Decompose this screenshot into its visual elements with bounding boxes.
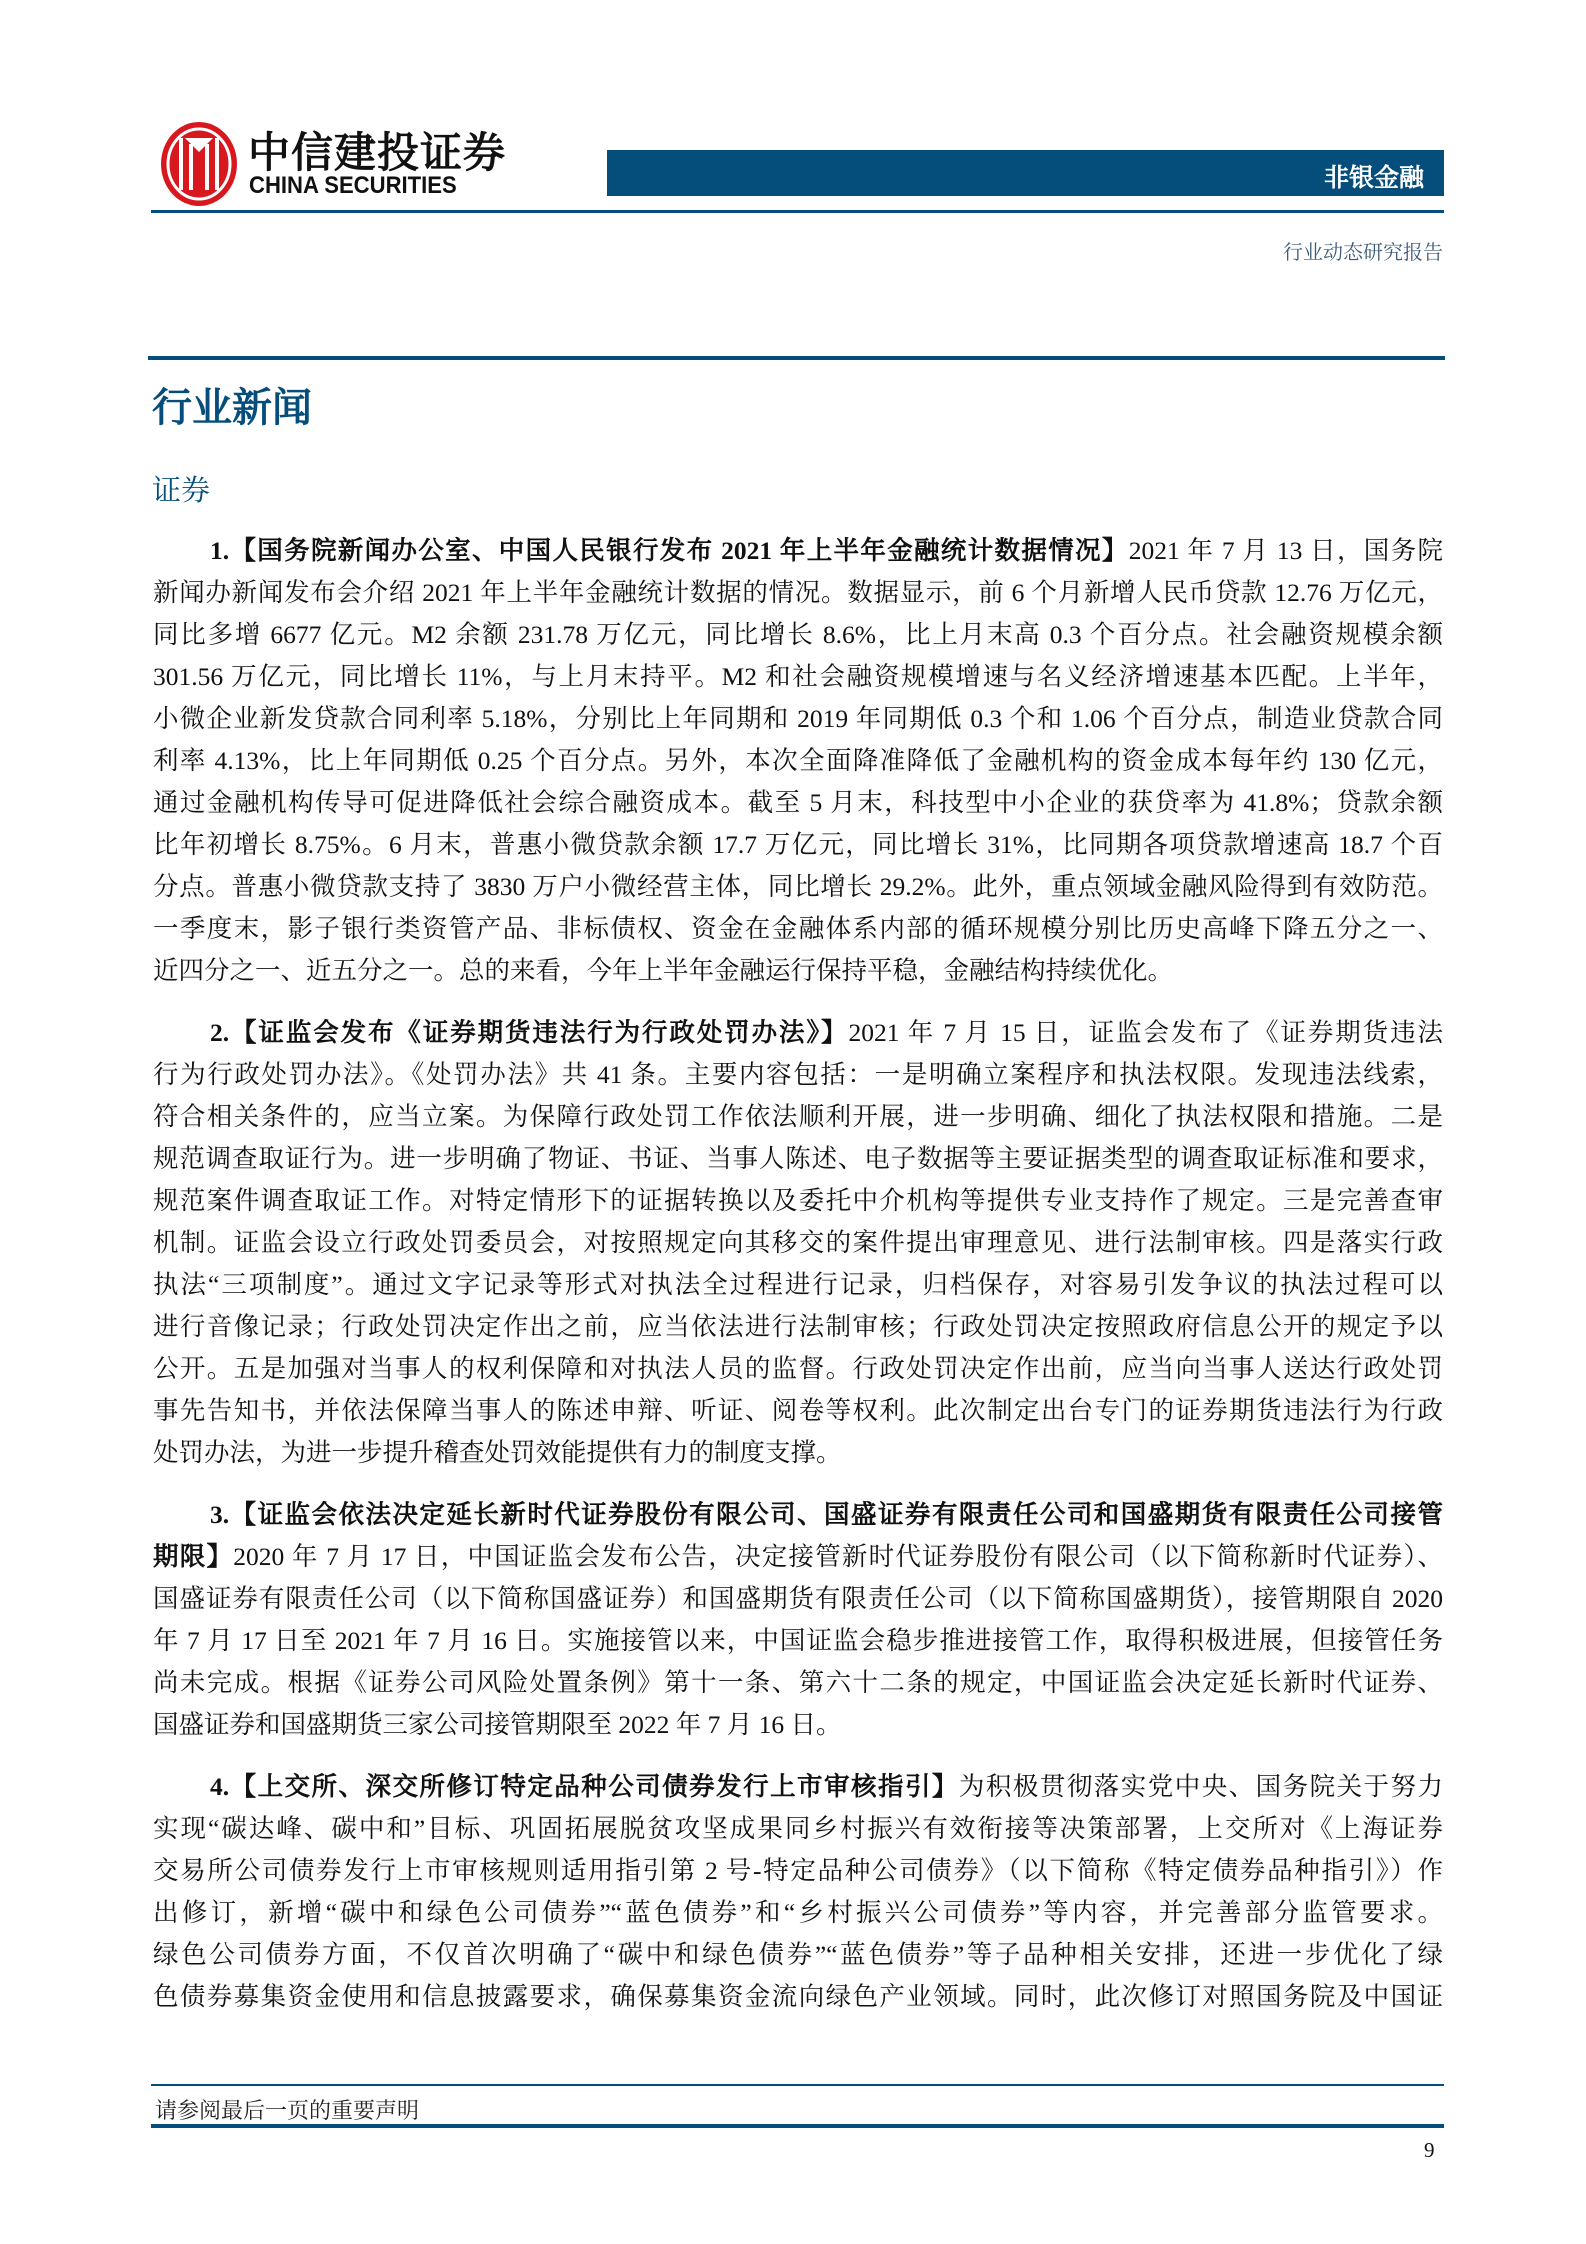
page-number: 9: [1424, 2138, 1435, 2162]
article-text: 一季度末，影子银行类资管产品、非标债权、资金在金融体系内部的循环规模分别比历史高峰下降五分之一、: [153, 914, 1443, 943]
article-line: [153, 1390, 1443, 1432]
article-text: 处罚办法，为进一步提升稽查处罚效能提供有力的制度支撑。: [153, 1438, 842, 1467]
article-line: [153, 1012, 1443, 1054]
article-text: 符合相关条件的，应当立案。为保障行政处罚工作依法顺利开展，进一步明确、细化了执法权限和措施。二是: [153, 1102, 1443, 1131]
article-line: [153, 1138, 1443, 1180]
article-line: [153, 530, 1443, 572]
section-title: 行业新闻: [152, 386, 312, 430]
article-line: [153, 1892, 1443, 1934]
article-line: [153, 1662, 1443, 1704]
article-headline: 3.【证监会依法决定延长新时代证券股份有限公司、国盛证券有限责任公司和国盛期货有限责任公司接管: [210, 1500, 1443, 1529]
article-text: 利率 4.13%，比上年同期低 0.25 个百分点。另外，本次全面降准降低了金融机构的资金成本每年约 130 亿元，: [153, 746, 1443, 775]
sector-banner: [607, 150, 1444, 196]
article-headline: 1.【国务院新闻办公室、中国人民银行发布 2021 年上半年金融统计数据情况】: [210, 536, 1129, 565]
article-line: [153, 950, 1443, 992]
disclaimer-note: 请参阅最后一页的重要声明: [155, 2098, 420, 2123]
article-headline: 期限】: [153, 1542, 234, 1571]
footer-thick-divider: [151, 2124, 1444, 2128]
article-text: 小微企业新发贷款合同利率 5.18%，分别比上年同期和 2019 年同期低 0.3 个和 1.06 个百分点，制造业贷款合同: [153, 704, 1443, 733]
article-text: 国盛证券和国盛期货三家公司接管期限至 2022 年 7 月 16 日。: [153, 1710, 842, 1739]
subsection-title: 证券: [152, 475, 211, 507]
article-headline: 4.【上交所、深交所修订特定品种公司债券发行上市审核指引】: [210, 1772, 959, 1801]
report-type: 行业动态研究报告: [1283, 242, 1443, 264]
article-text: 2021 年 7 月 15 日，证监会发布了《证券期货违法: [848, 1018, 1443, 1047]
article-text: 事先告知书，并依法保障当事人的陈述申辩、听证、阅卷等权利。此次制定出台专门的证券期货违法行为行政: [153, 1396, 1443, 1425]
article-text: 规范案件调查取证工作。对特定情形下的证据转换以及委托中介机构等提供专业支持作了规定。三是完善查审: [153, 1186, 1443, 1215]
article-line: [153, 1620, 1443, 1662]
article-text: 行为行政处罚办法》。《处罚办法》共 41 条。主要内容包括：一是明确立案程序和执法权限。发现违法线索，: [153, 1060, 1443, 1089]
article-line: [153, 1934, 1443, 1976]
article-text: 色债券募集资金使用和信息披露要求，确保募集资金流向绿色产业领域。同时，此次修订对照国务院及中国证: [153, 1982, 1443, 2011]
news-article-4: [153, 1766, 1443, 2018]
article-line: [153, 1850, 1443, 1892]
article-line: [153, 1264, 1443, 1306]
article-text: 分点。普惠小微贷款支持了 3830 万户小微经营主体，同比增长 29.2%。此外，重点领域金融风险得到有效防范。: [153, 872, 1443, 901]
article-text: 实现“碳达峰、碳中和”目标、巩固拓展脱贫攻坚成果同乡村振兴有效衔接等决策部署，上交所对《上海证券: [153, 1814, 1443, 1843]
sector-label: 非银金融: [1323, 164, 1424, 192]
article-text: 新闻办新闻发布会介绍 2021 年上半年金融统计数据的情况。数据显示，前 6 个月新增人民币贷款 12.76 万亿元，: [153, 578, 1443, 607]
article-headline: 2.【证监会发布《证券期货违法行为行政处罚办法》】: [210, 1018, 849, 1047]
article-text: 尚未完成。根据《证券公司风险处置条例》第十一条、第六十二条的规定，中国证监会决定延长新时代证券、: [153, 1668, 1443, 1697]
article-text: 301.56 万亿元，同比增长 11%，与上月末持平。M2 和社会融资规模增速与名义经济增速基本匹配。上半年，: [153, 662, 1443, 691]
article-line: [153, 1766, 1443, 1808]
article-text: 规范调查取证行为。进一步明确了物证、书证、当事人陈述、电子数据等主要证据类型的调查取证标准和要求，: [153, 1144, 1443, 1173]
article-line: [153, 1976, 1443, 2018]
news-article-1: [153, 530, 1443, 992]
article-line: [153, 1054, 1443, 1096]
article-text: 交易所公司债券发行上市审核规则适用指引第 2 号-特定品种公司债券》（以下简称《特定债券品种指引》）作: [153, 1856, 1443, 1885]
article-line: [153, 782, 1443, 824]
article-line: [153, 1222, 1443, 1264]
article-line: [153, 1096, 1443, 1138]
section-divider: [148, 356, 1445, 360]
article-text: 年 7 月 17 日至 2021 年 7 月 16 日。实施接管以来，中国证监会稳步推进接管工作，取得积极进展，但接管任务: [153, 1626, 1443, 1655]
article-text: 公开。五是加强对当事人的权利保障和对执法人员的监督。行政处罚决定作出前，应当向当事人送达行政处罚: [153, 1354, 1443, 1383]
article-text: 国盛证券有限责任公司（以下简称国盛证券）和国盛期货有限责任公司（以下简称国盛期货），接管期限自 2020: [153, 1584, 1443, 1613]
article-line: [153, 908, 1443, 950]
article-text: 比年初增长 8.75%。6 月末，普惠小微贷款余额 17.7 万亿元，同比增长 31%，比同期各项贷款增速高 18.7 个百: [153, 830, 1443, 859]
article-text: 机制。证监会设立行政处罚委员会，对按照规定向其移交的案件提出审理意见、进行法制审核。四是落实行政: [153, 1228, 1443, 1257]
article-line: [153, 1348, 1443, 1390]
article-text: 通过金融机构传导可促进降低社会综合融资成本。截至 5 月末，科技型中小企业的获贷率为 41.8%；贷款余额: [153, 788, 1443, 817]
news-article-3: [153, 1494, 1443, 1746]
article-line: [153, 1808, 1443, 1850]
article-text: 执法“三项制度”。通过文字记录等形式对执法全过程进行记录，归档保存，对容易引发争议的执法过程可以: [153, 1270, 1443, 1299]
article-line: [153, 1704, 1443, 1746]
header-divider: [151, 210, 1444, 213]
footer-divider: [151, 2084, 1444, 2086]
article-line: [153, 1536, 1443, 1578]
article-line: [153, 1494, 1443, 1536]
article-line: [153, 1306, 1443, 1348]
logo-english-name: CHINA SECURITIES: [249, 172, 457, 199]
news-articles: [153, 530, 1443, 2038]
article-line: [153, 572, 1443, 614]
article-line: [153, 1578, 1443, 1620]
logo-chinese-name: 中信建投证券: [248, 129, 507, 176]
article-line: [153, 698, 1443, 740]
article-line: [153, 1432, 1443, 1474]
article-text: 同比多增 6677 亿元。M2 余额 231.78 万亿元，同比增长 8.6%，比上月末高 0.3 个百分点。社会融资规模余额: [153, 620, 1443, 649]
article-text: 进行音像记录；行政处罚决定作出之前，应当依法进行法制审核；行政处罚决定按照政府信息公开的规定予以: [153, 1312, 1443, 1341]
article-line: [153, 866, 1443, 908]
news-article-2: [153, 1012, 1443, 1474]
article-line: [153, 824, 1443, 866]
article-text: 2020 年 7 月 17 日，中国证监会发布公告，决定接管新时代证券股份有限公司（以下简称新时代证券）、: [233, 1542, 1443, 1571]
article-text: 2021 年 7 月 13 日，国务院: [1128, 536, 1443, 565]
article-text: 为积极贯彻落实党中央、国务院关于努力: [958, 1772, 1443, 1801]
article-line: [153, 656, 1443, 698]
article-text: 近四分之一、近五分之一。总的来看，今年上半年金融运行保持平稳，金融结构持续优化。: [153, 956, 1174, 985]
article-text: 出修订，新增“碳中和绿色公司债券”“蓝色债券”和“乡村振兴公司债券”等内容，并完善部分监管要求。: [153, 1898, 1443, 1927]
article-text: 绿色公司债券方面，不仅首次明确了“碳中和绿色债券”“蓝色债券”等子品种相关安排，还进一步优化了绿: [153, 1940, 1443, 1969]
article-line: [153, 1180, 1443, 1222]
article-line: [153, 740, 1443, 782]
article-line: [153, 614, 1443, 656]
